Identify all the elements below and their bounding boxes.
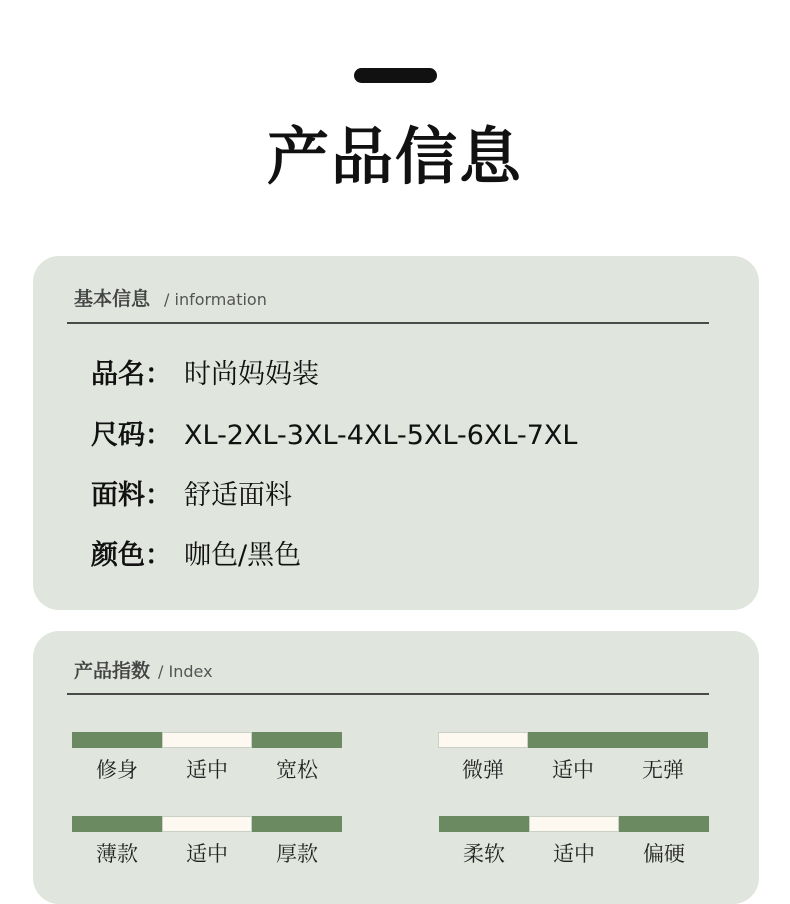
product-index-divider <box>67 693 709 695</box>
decorative-title-bar <box>354 68 437 83</box>
info-value: 时尚妈妈装 <box>184 359 319 390</box>
basic-info-heading-en: / information <box>164 290 267 309</box>
scale-segment <box>72 732 162 748</box>
scale-label: 薄款 <box>96 842 138 866</box>
info-value: 咖色/黑色 <box>184 540 302 571</box>
scale-segment <box>252 816 342 832</box>
info-row-color <box>91 539 301 573</box>
basic-info-card <box>33 256 759 610</box>
scale-label: 适中 <box>553 842 595 866</box>
scale-segment <box>252 732 342 748</box>
scale-label: 修身 <box>96 758 138 782</box>
scale-label: 宽松 <box>276 758 318 782</box>
scale-segment <box>438 732 528 748</box>
scale-segment <box>528 732 618 748</box>
product-index-card <box>33 631 759 904</box>
scale-segment <box>162 816 252 832</box>
fit-scale <box>72 732 342 748</box>
elasticity-scale-labels <box>438 754 708 784</box>
softness-scale <box>439 816 709 832</box>
softness-scale-labels <box>439 838 709 868</box>
info-value: 舒适面料 <box>184 480 292 511</box>
scale-label: 微弹 <box>462 758 504 782</box>
scale-segment <box>529 816 619 832</box>
scale-label: 适中 <box>552 758 594 782</box>
scale-label: 偏硬 <box>643 842 685 866</box>
scale-segment <box>619 816 709 832</box>
scale-label: 适中 <box>186 842 228 866</box>
scale-segment <box>439 816 529 832</box>
scale-label: 适中 <box>186 758 228 782</box>
info-key: 品名： <box>91 359 172 390</box>
elasticity-scale <box>438 732 708 748</box>
scale-segment <box>72 816 162 832</box>
info-key: 面料： <box>91 480 172 511</box>
scale-label: 柔软 <box>463 842 505 866</box>
thickness-scale <box>72 816 342 832</box>
basic-info-divider <box>67 322 709 324</box>
info-value: XL-2XL-3XL-4XL-5XL-6XL-7XL <box>184 420 578 451</box>
basic-info-heading-zh: 基本信息 <box>74 288 151 310</box>
product-index-heading <box>74 656 213 683</box>
product-index-heading-zh: 产品指数 <box>74 660 151 682</box>
basic-info-heading <box>74 284 267 311</box>
scale-segment <box>162 732 252 748</box>
info-key: 尺码： <box>91 420 172 451</box>
info-row-size <box>91 419 577 453</box>
thickness-scale-labels <box>72 838 342 868</box>
info-row-fabric <box>91 479 292 513</box>
product-index-heading-en: / Index <box>158 662 213 681</box>
scale-segment <box>618 732 708 748</box>
info-key: 颜色： <box>91 540 172 571</box>
page-title: 产品信息 <box>266 120 523 193</box>
info-row-name <box>91 358 319 392</box>
scale-label: 厚款 <box>276 842 318 866</box>
scale-label: 无弹 <box>642 758 684 782</box>
fit-scale-labels <box>72 754 342 784</box>
